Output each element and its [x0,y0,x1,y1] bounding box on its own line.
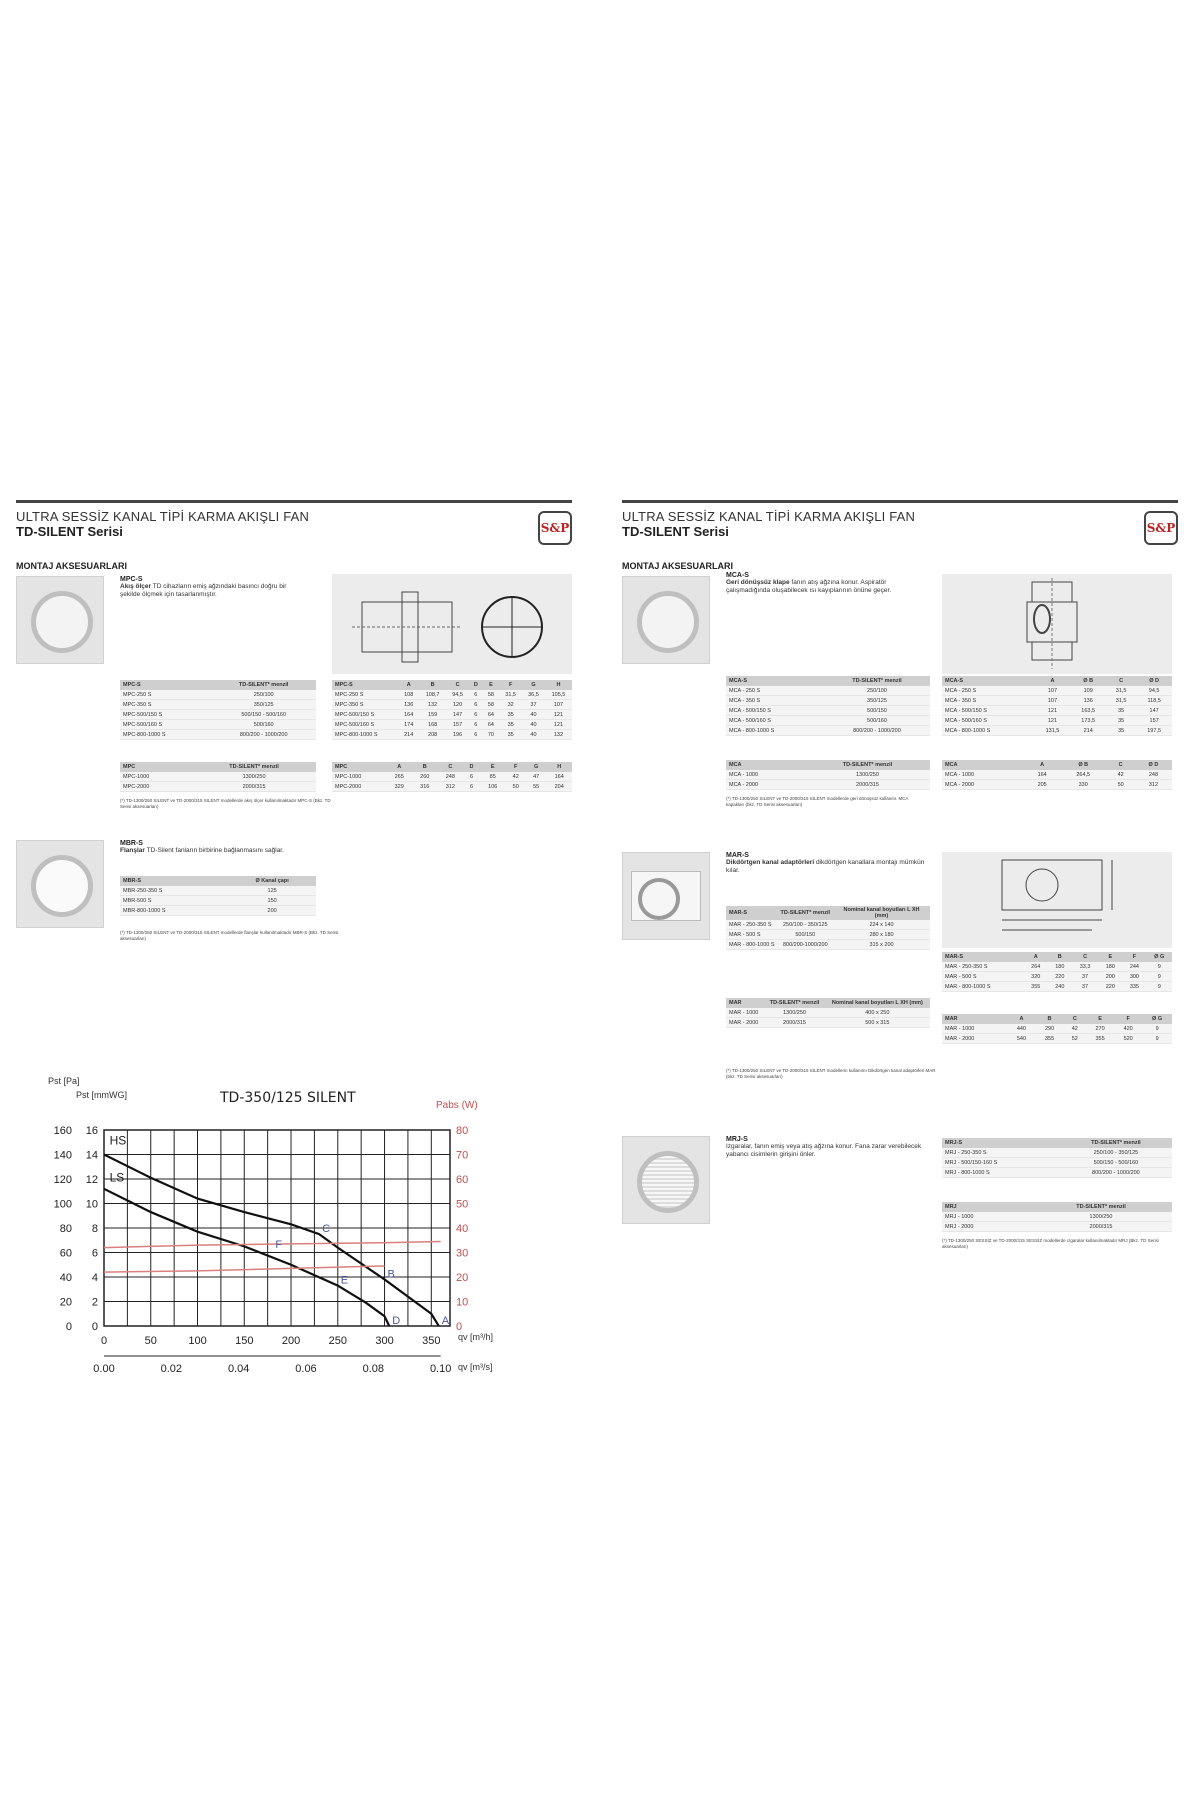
header-line1: ULTRA SESSİZ KANAL TİPİ KARMA AKIŞLI FAN [16,509,310,524]
x-tick-label-m3h: 250 [328,1335,347,1347]
table-row: MCA - 800-1000 S 800/200 - 1000/200 [726,726,930,736]
series-label-hs: HS [109,1133,127,1148]
x-tick-label-m3h: 350 [422,1335,441,1347]
point-label-c: C [322,1223,331,1236]
y2-tick-label: 40 [456,1223,469,1235]
y-axis-label-mmwg: Pst [mmWG] [76,1090,127,1100]
table-row: MPC-2000 2000/315 [120,782,316,792]
brand-logo: S&P [1144,511,1178,545]
table-row: MAR - 500 S 500/150 280 x 180 [726,930,930,940]
y2-axis-label: Pabs (W) [436,1100,478,1111]
series-line-pabs-hs [104,1241,441,1247]
mar-description [726,852,936,876]
x-tick-label-m3h: 150 [235,1335,254,1347]
mar-dimension-table: MAR A B C E F Ø G MAR - 1000 440 290 42 270 420 9 MAR - 2000 540 355 52 355 520 9 [942,1014,1172,1044]
mpc-drawing [332,574,572,674]
table-row: MPC-350 S 350/125 [120,700,316,710]
x-tick-label-m3h: 300 [375,1335,394,1347]
mbr-table: MBR-S Ø Kanal çapı MBR-250-350 S 125 MBR-500 S 150 MBR-800-1000 S 200 [120,876,316,916]
table-row: MCA - 350 S 350/125 [726,696,930,706]
mbr-title: MBR-S [120,840,143,847]
mar-title: MAR-S [726,852,749,859]
point-label-a: A [441,1315,450,1327]
mca-note: (*) TD-1300/250 SILENT ve TD-2000/315 SILENT modellerde geri dönüşsüz kullanılır. MCA kapakları (bkz. TD Serisi aksesuarları) [726,796,909,807]
table-row: MAR - 1000 440 290 42 270 420 9 [942,1024,1172,1034]
table-row: MCA - 350 S 107 136 31,5 118,5 [942,696,1172,706]
mca-dimension-table-s: MCA-S A Ø B C Ø D MCA - 250 S 107 109 31,5 94,5 MCA - 350 S 107 136 31,5 118,5 MCA - 500/150 S 121 163,5 35 147 MCA - 500/160 S 121 173,5 35 157 MCA - 800-1000 S 131,5 214 35 197,5 [942,676,1172,736]
table-row: MCA - 800-1000 S 131,5 214 35 197,5 [942,726,1172,736]
mca-table: MCA TD-SILENT* menzil MCA - 1000 1300/250 MCA - 2000 2000/315 [726,760,930,790]
table-row: MPC-500/150 S 500/150 - 500/160 [120,710,316,720]
mpc-desc: Akış ölçer TD cihazların emiş ağzındaki basıncı doğru bir şekilde ölçmek için tasarlanmıştır. [120,583,287,599]
mca-desc: Geri dönüşsüz klape fanın atış ağzına konur. Aspiratör çalışmadığında oluşabilecek ısı kayıplarının önüne geçer. [726,579,892,595]
mca-product-photo [622,576,710,664]
y2-tick-label: 10 [456,1296,469,1309]
mrj-title: MRJ-S [726,1136,748,1143]
mpc-dimension-drawing [332,574,572,674]
table-row: MAR - 250-350 S 250/100 - 350/125 224 x 140 [726,920,930,930]
mar-table-s: MAR-S TD-SILENT* menzil Nominal kanal boyutları L XH (mm) MAR - 250-350 S 250/100 - 350/125 224 x 140 MAR - 500 S 500/150 280 x 180 MAR - 800-1000 S 800/200-1000/200 315 x 200 [726,906,930,950]
x-tick-label-m3h: 50 [144,1335,157,1347]
mca-dimension-drawing [942,574,1172,674]
right-page [622,500,1178,1249]
table-row: MAR - 800-1000 S 800/200-1000/200 315 x 200 [726,940,930,950]
table-row: MPC-800-1000 S 214 208 196 6 70 35 40 132 [332,730,572,740]
table-row: MRJ - 1000 1300/250 [942,1212,1172,1222]
mar-table: MAR TD-SILENT* menzil Nominal kanal boyutları L XH (mm) MAR - 1000 1300/250 400 x 250 MAR - 2000 2000/315 500 x 315 [726,998,930,1028]
table-row: MPC-500/160 S 500/160 [120,720,316,730]
mpc-table-s: MPC-S TD-SILENT* menzil MPC-250 S 250/100 MPC-350 S 350/125 MPC-500/150 S 500/150 - 500/160 MPC-500/160 S 500/160 MPC-800-1000 S 800/200 - 1000/200 [120,680,316,740]
mpc-table: MPC TD-SILENT* menzil MPC-1000 1300/250 MPC-2000 2000/315 [120,762,316,792]
mar-desc: Dikdörtgen kanal adaptörleri dikdörtgen kanallara montajı mümkün kılar. [726,859,925,875]
table-row: MRJ - 800-1000 S 800/200 - 1000/200 [942,1168,1172,1178]
y2-tick-label: 30 [456,1247,469,1260]
section-title: MONTAJ AKSESUARLARI [622,561,734,571]
header-line2: TD-SILENT Serisi [16,524,123,539]
mca-description [726,572,926,596]
y-tick-label-pa: 80 [59,1223,72,1235]
table-row: MBR-800-1000 S 200 [120,906,316,916]
brand-logo: S&P [538,511,572,545]
mar-drawing [942,852,1172,948]
table-row: MAR - 2000 540 355 52 355 520 9 [942,1034,1172,1044]
table-row: MAR - 500 S 320 220 37 200 300 9 [942,972,1172,982]
y-axis-label-pa: Pst [Pa] [48,1076,80,1086]
point-label-d: D [392,1315,401,1327]
table-row: MAR - 800-1000 S 355 240 37 220 335 9 [942,982,1172,992]
x-tick-label-m3h: 0 [100,1335,108,1347]
y-tick-label-mmwg: 8 [91,1223,98,1235]
performance-chart [40,1070,500,1410]
section-title: MONTAJ AKSESUARLARI [16,561,128,571]
mbr-description [120,840,320,855]
table-row: MPC-250 S 108 108,7 94,5 6 58 31,5 36,5 105,5 [332,690,572,700]
series-line-hs [104,1155,439,1327]
y-tick-label-pa: 160 [53,1125,72,1137]
table-row: MCA - 1000 164 264,5 42 248 [942,770,1172,780]
point-label-e: E [340,1274,349,1287]
table-row: MCA - 1000 1300/250 [726,770,930,780]
y-tick-label-mmwg: 4 [91,1272,98,1284]
y2-tick-label: 80 [456,1125,469,1137]
mca-table-s: MCA-S TD-SILENT* menzil MCA - 250 S 250/100 MCA - 350 S 350/125 MCA - 500/150 S 500/150 MCA - 500/160 S 500/160 MCA - 800-1000 S 800/200 - 1000/200 [726,676,930,736]
table-row: MAR - 250-350 S 264 180 33,3 180 244 9 [942,962,1172,972]
mca-title: MCA-S [726,572,749,579]
y2-tick-label: 20 [456,1272,469,1284]
table-row: MRJ - 500/150-160 S 500/150 - 500/160 [942,1158,1172,1168]
mpc-description [120,576,300,600]
mbr-note: (*) TD-1300/250 SILENT ve TD-2000/315 SILENT modellerde flanşlar kullanılmaktadır MBR-S (Bkz. TD Serisi aksesuarları) [120,930,339,941]
table-row: MPC-500/160 S 174 168 157 6 64 35 40 121 [332,720,572,730]
y-tick-label-mmwg: 0 [91,1321,98,1333]
x-tick-label-m3s: 0.10 [429,1363,452,1375]
x-tick-label-m3s: 0.04 [227,1363,250,1375]
chart-title: TD-350/125 SILENT [220,1090,356,1106]
mrj-table: MRJ TD-SILENT* menzil MRJ - 1000 1300/250 MRJ - 2000 2000/315 [942,1202,1172,1232]
left-page [16,500,572,941]
table-row: MRJ - 250-350 S 250/100 - 350/125 [942,1148,1172,1158]
mpc-title: MPC-S [120,576,143,583]
table-row: MAR - 1000 1300/250 400 x 250 [726,1008,930,1018]
y-tick-label-mmwg: 16 [85,1125,98,1137]
mar-product-photo [622,852,710,940]
y2-tick-label: 50 [456,1198,469,1211]
table-row: MCA - 500/150 S 121 163,5 35 147 [942,706,1172,716]
series-line-ls [104,1189,389,1326]
header-line1: ULTRA SESSİZ KANAL TİPİ KARMA AKIŞLI FAN [622,509,916,524]
x-axis-label-m3s: qv [m³/s] [458,1362,493,1372]
mrj-product-photo [622,1136,710,1224]
mpc-dimension-table-s: MPC-S A B C D E F G H MPC-250 S 108 108,7 94,5 6 58 31,5 36,5 105,5 MPC-350 S 136 132 120 6 58 32 37 107 MPC-500/150 S 164 159 147 6 64 35 40 121 MPC-500/160 S 174 168 157 6 64 35 40 121 MPC-800-1000 S 214 208 196 6 70 35 40 132 [332,680,572,740]
point-label-b: B [387,1268,395,1281]
table-row: MPC-1000 1300/250 [120,772,316,782]
y-tick-label-pa: 120 [53,1174,72,1186]
mrj-desc: Izgaralar, fanın emiş veya atış ağzına konur. Fana zarar verebilecek yabancı cisimlerin girişini önler. [726,1143,922,1159]
table-row: MPC-250 S 250/100 [120,690,316,700]
y2-tick-label: 0 [456,1321,463,1333]
table-row: MAR - 2000 2000/315 500 x 315 [726,1018,930,1028]
series-label-ls: LS [109,1170,125,1185]
y-tick-label-pa: 40 [59,1272,72,1284]
point-label-f: F [275,1239,283,1252]
y-tick-label-pa: 60 [59,1247,72,1260]
table-row: MCA - 2000 2000/315 [726,780,930,790]
x-tick-label-m3s: 0.00 [93,1363,115,1375]
table-row: MBR-500 S 150 [120,896,316,906]
header-line2: TD-SILENT Serisi [622,524,729,539]
mrj-note: (*) TD-1300/250 SESSİZ ve TD-2000/315 SESSİZ modellerde ızgaralar kullanılmaktadır MRJ (Bkz. TD Serisi aksesuarları) [942,1238,1159,1249]
x-tick-label-m3h: 200 [281,1335,301,1347]
x-tick-label-m3s: 0.08 [362,1363,385,1375]
y-tick-label-pa: 100 [53,1198,72,1211]
mca-drawing [942,574,1172,674]
page-header-right [622,500,1178,553]
table-row: MPC-350 S 136 132 120 6 58 32 37 107 [332,700,572,710]
table-row: MPC-2000 329 316 312 6 106 50 55 204 [332,782,572,792]
table-row: MCA - 500/150 S 500/150 [726,706,930,716]
x-tick-label-m3h: 100 [188,1335,207,1347]
table-row: MPC-500/150 S 164 159 147 6 64 35 40 121 [332,710,572,720]
y-tick-label-pa: 20 [59,1296,72,1309]
mbr-product-photo [16,840,104,928]
mar-dimension-drawing [942,852,1172,948]
y-tick-label-mmwg: 10 [85,1198,98,1211]
mpc-dimension-table: MPC A B C D E F G H MPC-1000 265 260 248 6 85 42 47 164 MPC-2000 329 316 312 6 106 50 55 204 [332,762,572,792]
table-row: MCA - 2000 205 330 50 312 [942,780,1172,790]
table-row: MPC-800-1000 S 800/200 - 1000/200 [120,730,316,740]
mbr-desc: Flanşlar TD-Silent fanların birbirine bağlanmasını sağlar. [120,847,284,854]
y-tick-label-pa: 140 [53,1149,72,1162]
x-axis-label-m3h: qv [m³/h] [458,1332,494,1342]
table-row: MCA - 500/160 S 121 173,5 35 157 [942,716,1172,726]
page-header [16,500,572,553]
table-row: MPC-1000 265 260 248 6 85 42 47 164 [332,772,572,782]
mar-note: (*) TD-1300/250 SILENT ve TD-2000/315 SILENT modellerin kullanımı Dikdörtgen kanal adaptörleri MAR (bkz. TD Serisi aksesuarları) [726,1068,936,1079]
mrj-table-s: MRJ-S TD-SILENT* menzil MRJ - 250-350 S 250/100 - 350/125 MRJ - 500/150-160 S 500/150 - 500/160 MRJ - 800-1000 S 800/200 - 1000/200 [942,1138,1172,1178]
y2-tick-label: 70 [456,1149,469,1162]
table-row: MRJ - 2000 2000/315 [942,1222,1172,1232]
y2-tick-label: 60 [456,1174,469,1186]
y-tick-label-mmwg: 2 [91,1296,98,1309]
table-row: MBR-250-350 S 125 [120,886,316,896]
x-tick-label-m3s: 0.02 [160,1363,183,1375]
table-row: MCA - 250 S 107 109 31,5 94,5 [942,686,1172,696]
mca-dimension-table: MCA A Ø B C Ø D MCA - 1000 164 264,5 42 248 MCA - 2000 205 330 50 312 [942,760,1172,790]
y-tick-label-pa: 0 [65,1321,72,1333]
y-tick-label-mmwg: 6 [91,1247,98,1260]
mrj-description [726,1136,926,1160]
mpc-product-photo [16,576,104,664]
table-row: MCA - 250 S 250/100 [726,686,930,696]
mpc-note: (*) TD-1300/250 SILENT ve TD-2000/315 SILENT modellerde akış ölçer kullanılmaktadır MPC-S (Bkz. TD Serisi aksesuarları) [120,798,331,809]
x-tick-label-m3s: 0.06 [295,1363,317,1375]
table-row: MCA - 500/160 S 500/160 [726,716,930,726]
mar-dimension-table-s: MAR-S A B C E F Ø G MAR - 250-350 S 264 180 33,3 180 244 9 MAR - 500 S 320 220 37 200 300 9 MAR - 800-1000 S 355 240 37 220 335 9 [942,952,1172,992]
y-tick-label-mmwg: 14 [85,1149,98,1162]
y-tick-label-mmwg: 12 [85,1174,98,1186]
